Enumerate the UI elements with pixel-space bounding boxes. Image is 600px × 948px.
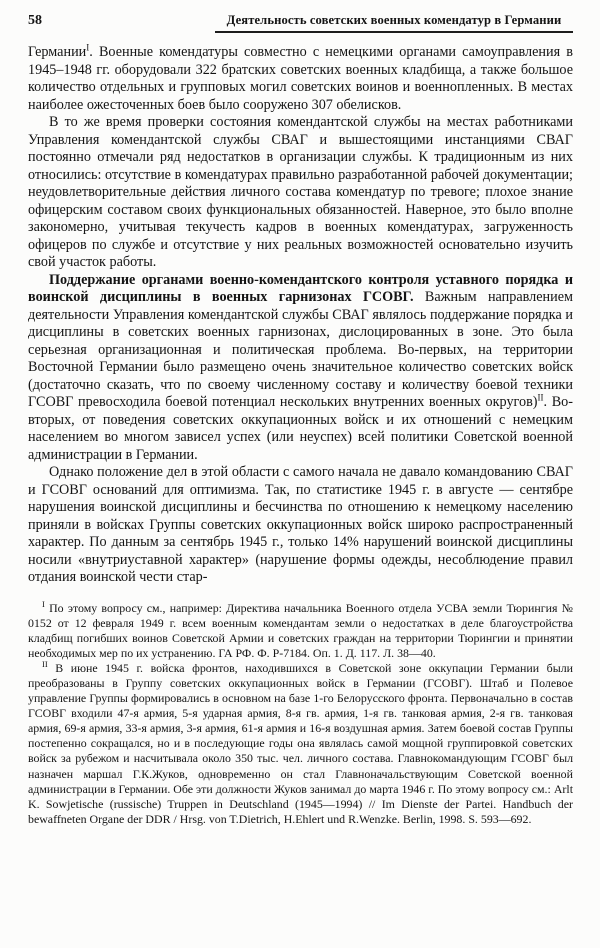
footnote-2-text: В июне 1945 г. войска фронтов, находившихся в Советской зоне оккупации Германии были преобразованы в Группу советских оккупационных войск в Германии (ГСОВГ). Штаб и Полевое управление Группы формировались в основном на базе 1-го Белорусского фронта. Первоначально в состав ГСОВГ входили 47-я армия, 5-я ударная армия, 8-я гв. армия, 1-я гв. танковая армия, 2-я гв. танковая армия, 69-я армия, 33-я армия, 3-я армия, 61-я армия и 16-я воздушная армия. Затем боевой состав Группы постепенно сокращался, но и в последующие годы она являлась самой мощной группировкой советских войск за рубежом и насчитывала около 350 тыс. чел. личного состава. Главнокомандующим ГСОВГ был назначен маршал Г.К.Жуков, одновременно он стал Главноначальствующим Советской военной администрации в Германии. Обе эти должности Жуков занимал до марта 1946 г. По этому вопросу см.: Arlt K. Sowjetische (russische) Truppen in Deutschland (1945—1994) // Im Dienste der Partei. Handbuch der bewaffneten Organe der DDR / Hrsg. von T.Dietrich, H.Ehlert und R.Wenzke. Berlin, 1998. S. 593—692. bbox=[28, 660, 573, 826]
footnote-1 bbox=[28, 598, 573, 661]
footnotes-section bbox=[28, 598, 573, 827]
footnote-2-marker: II bbox=[42, 658, 48, 669]
paragraph-3-bold-lead: Поддержание органами военно-комендантского контроля уставного порядка и воинской дисциплины в военных гарнизонах ГСОВГ. bbox=[28, 271, 573, 305]
page-body bbox=[28, 44, 573, 587]
footnote-ref-2: II bbox=[537, 392, 544, 403]
paragraph-4 bbox=[28, 464, 573, 587]
paragraph-3-text-a: Важным направлением деятельности Управления комендантской службы СВАГ являлось поддержание порядка и дисциплины в советских военных гарнизонах, дислоцированных в зоне. Это была серьезная организационная и политическая проблема. Во-первых, на территории Восточной Германии было размещено очень значительное количество советских войск (достаточно сказать, что по своему численному составу и количеству боевой техники ГСОВГ превосходила боевой потенциал нескольких внутренних военных округов) bbox=[28, 289, 573, 410]
running-title-text: Деятельность советских военных комендатур в Германии bbox=[226, 13, 562, 27]
paragraph-3-text-b: . Во-вторых, от поведения советских оккупационных войск и их отношений с немецким населением во многом зависел успех (или неуспех) всей политики Советской военной администрации в Германии. bbox=[28, 394, 574, 463]
page-header bbox=[28, 13, 573, 33]
paragraph-1 bbox=[28, 44, 573, 114]
paragraph-3 bbox=[28, 272, 573, 465]
paragraph-1-lead: Германии bbox=[28, 44, 87, 60]
footnote-1-marker: I bbox=[42, 598, 45, 609]
paragraph-1-text: . Военные комендатуры совместно с немецкими органами самоуправления в 1945–1948 гг. оборудовали 322 братских советских военных кладбища, а также большое количество отдельных и групповых могил советских воинов и военнопленных. В местах наиболее ожесточенных боев было сооружено 307 обелисков. bbox=[28, 44, 573, 113]
page-number: 58 bbox=[28, 13, 42, 28]
running-title bbox=[215, 13, 573, 33]
paragraph-2-text: В то же время проверки состояния комендантской службы на местах работниками Управления комендантской службы СВАГ и вышестоящими инстанциями СВАГ постоянно отмечали ряд недостатков в организации службы. К традиционным из них относились: отсутствие в комендатурах правильно разработанной рабочей документации; неудовлетворительные действия личного состава комендатур по тревоге; плохое знание офицерским составом своих функциональных обязанностей. Наверное, это было вполне закономерно, учитывая текучесть кадров в военных комендатурах, загруженность офицеров по службе и отсутствие у них реальных возможностей основательно изучить свой участок работы. bbox=[28, 114, 573, 270]
footnote-ref-1: I bbox=[86, 42, 90, 53]
paragraph-2 bbox=[28, 114, 573, 272]
footnote-1-text: По этому вопросу см., например: Директива начальника Военного отдела УСВА земли Тюрингия № 0152 от 12 февраля 1949 г. всем военным комендантам земли о недостатках в деле благоустройства кладбищ погибших воинов Советской Армии и советских граждан на территории Тюрингии и принятии необходимых мер по их устранению. ГА РФ. Ф. Р-7184. Оп. 1. Д. 117. Л. 38—40. bbox=[28, 600, 573, 660]
paragraph-4-text: Однако положение дел в этой области с самого начала не давало командованию СВАГ и ГСОВГ оснований для оптимизма. Так, по статистике 1945 г. в августе — сентябре нарушения воинской дисциплины и бесчинства по отношению к немецкому населению приняли в войсках Группы советских оккупационных войск широко распространенный характер. По данным за сентябрь 1945 г., только 14% нарушений воинской дисциплины носили «внутриуставной характер» (нарушение формы одежды, несоблюдение правил отдания воинской чести стар- bbox=[28, 464, 573, 585]
footnote-2 bbox=[28, 658, 573, 827]
